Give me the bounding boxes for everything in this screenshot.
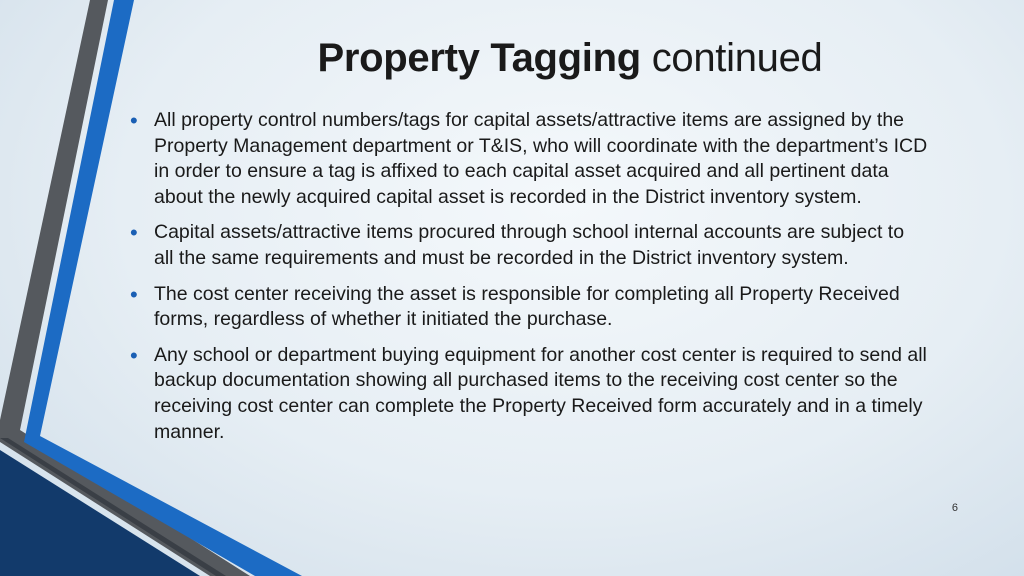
bullet-item xyxy=(128,343,928,445)
bullet-text: All property control numbers/tags for capital assets/attractive items are assigned by the Property Management department or T&IS, who will coordinate with the department’s ICD in order to ensure a tag is affixed to each capital asset acquired and all pertinent data about the newly acquired capital asset is recorded in the District inventory system. xyxy=(154,109,928,208)
page-number: 6 xyxy=(951,502,958,514)
bullet-marker: • xyxy=(130,220,138,246)
bullet-item xyxy=(128,282,928,333)
bullet-list xyxy=(128,108,928,455)
bullet-marker: • xyxy=(130,108,138,133)
bullet-text: The cost center receiving the asset is responsible for completing all Property Received forms, regardless of whether it initiated the purchase. xyxy=(154,282,900,331)
bullet-item xyxy=(128,108,928,210)
bullet-marker: • xyxy=(130,342,138,368)
bullet-marker: • xyxy=(130,281,138,307)
slide-title-rest: continued xyxy=(640,36,823,80)
bullet-text: Capital assets/attractive items procured through school internal accounts are subject to all the same requirements and must be recorded in the District inventory system. xyxy=(154,221,905,269)
slide-title-bold: Property Tagging xyxy=(317,36,641,80)
slide-title xyxy=(150,33,990,83)
bullet-text: Any school or department buying equipment for another cost center is required to send all backup documentation showing all purchased items to the receiving cost center so the receiving cost center can complete the Property Received form accurately and in a timely manner. xyxy=(154,343,927,443)
bullet-item xyxy=(128,220,928,271)
